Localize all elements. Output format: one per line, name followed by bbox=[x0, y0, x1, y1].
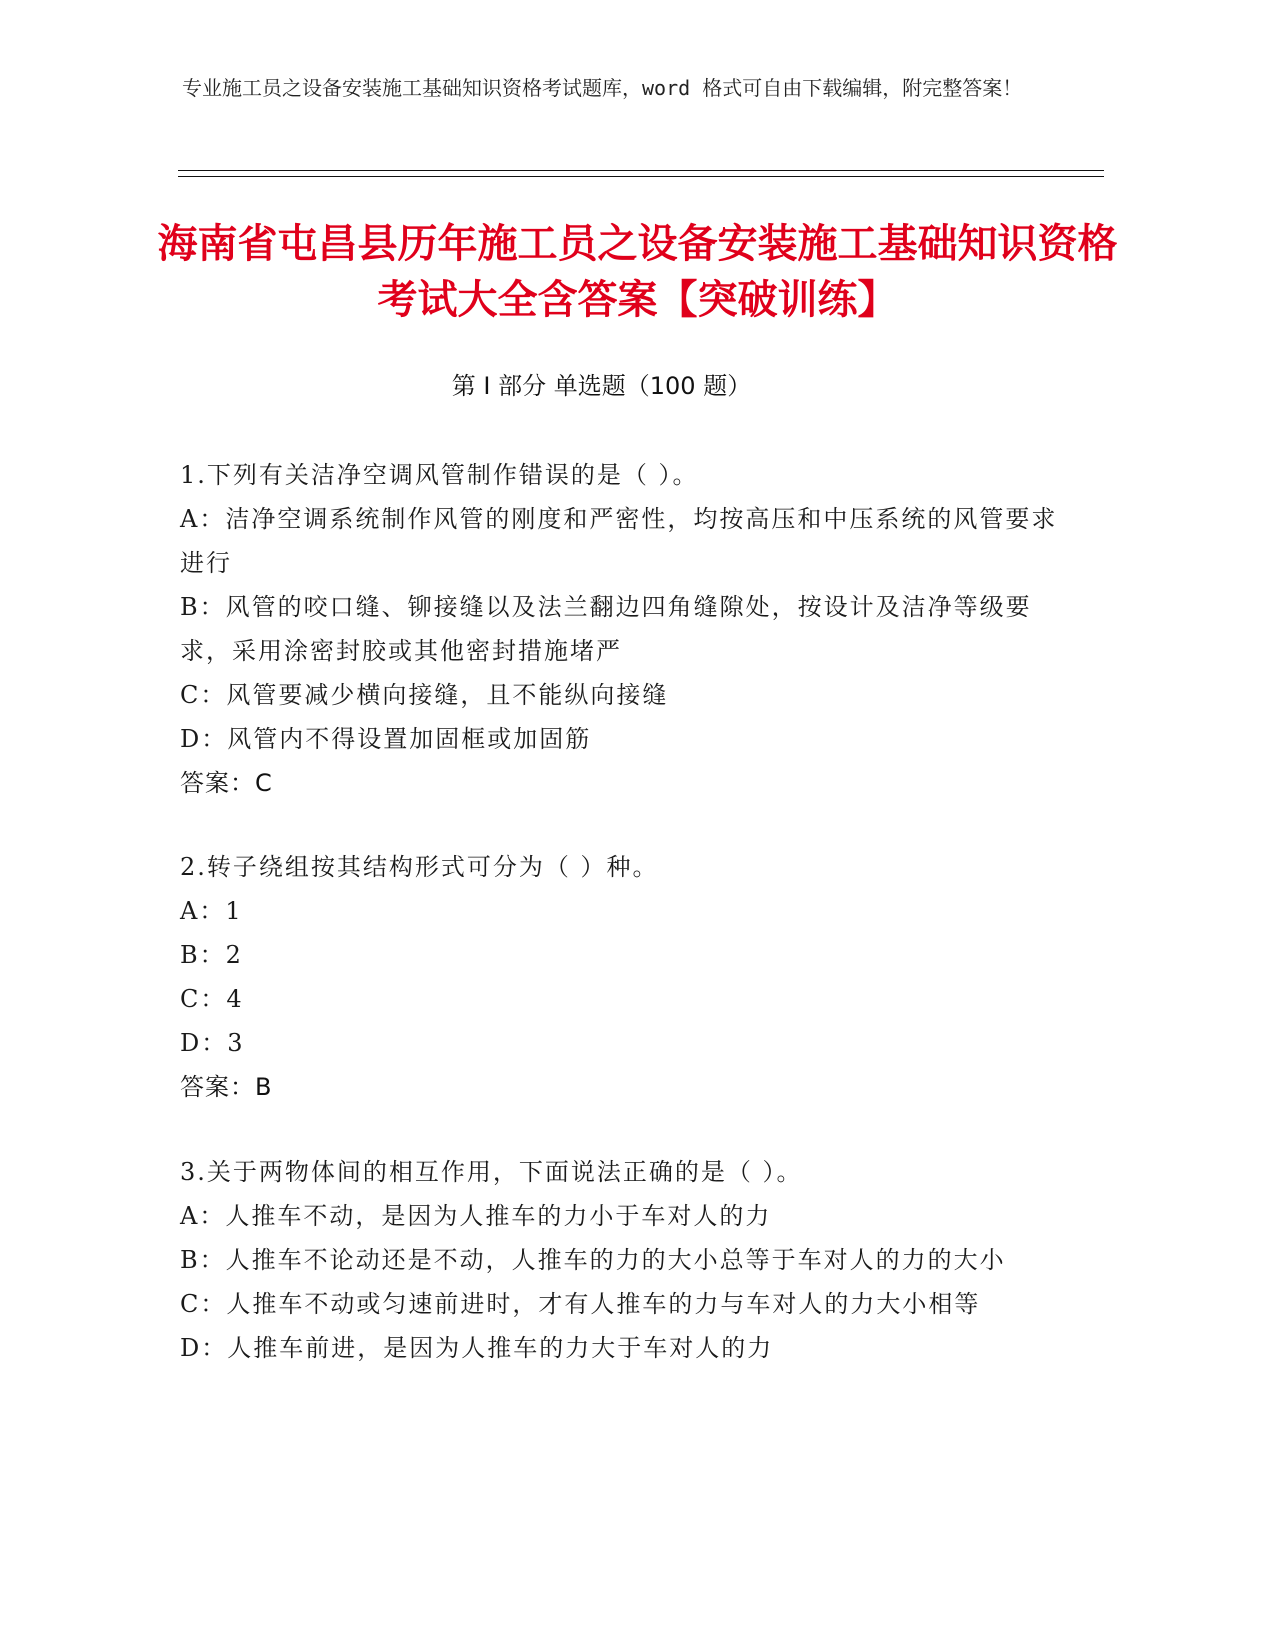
question-text: 2.转子绕组按其结构形式可分为（ ）种。 bbox=[180, 853, 659, 881]
document-title: 海南省屯昌县历年施工员之设备安装施工基础知识资格考试大全含答案【突破训练】 bbox=[157, 221, 1118, 323]
question-2 bbox=[180, 845, 1060, 1109]
answer-text: 答案：C bbox=[180, 769, 273, 797]
option-a: A：1 bbox=[180, 897, 243, 925]
option-b: B：风管的咬口缝、铆接缝以及法兰翻边四角缝隙处，按设计及洁净等级要求，采用涂密封胶或其他密封措施堵严 bbox=[180, 593, 1032, 665]
option-d: D：人推车前进，是因为人推车的力大于车对人的力 bbox=[180, 1334, 774, 1362]
option-c: C：风管要减少横向接缝，且不能纵向接缝 bbox=[180, 681, 669, 709]
option-d: D：风管内不得设置加固框或加固筋 bbox=[180, 725, 592, 753]
header-note: 专业施工员之设备安装施工基础知识资格考试题库，word 格式可自由下载编辑，附完整答案！ bbox=[182, 76, 1023, 100]
option-b: B：2 bbox=[180, 941, 243, 969]
option-d: D：3 bbox=[180, 1029, 245, 1057]
question-3 bbox=[180, 1150, 1060, 1370]
option-c: C：4 bbox=[180, 985, 244, 1013]
question-text: 3.关于两物体间的相互作用，下面说法正确的是（ ）。 bbox=[180, 1158, 803, 1186]
section-title: 第 I 部分 单选题（100 题） bbox=[451, 372, 752, 400]
header-divider-top bbox=[178, 170, 1104, 171]
header-divider-bottom bbox=[178, 176, 1104, 177]
question-text: 1.下列有关洁净空调风管制作错误的是（ ）。 bbox=[180, 461, 699, 489]
option-b: B：人推车不论动还是不动，人推车的力的大小总等于车对人的力的大小 bbox=[180, 1246, 1006, 1274]
answer-text: 答案：B bbox=[180, 1073, 273, 1101]
option-a: A：洁净空调系统制作风管的刚度和严密性，均按高压和中压系统的风管要求进行 bbox=[180, 505, 1058, 577]
option-c: C：人推车不动或匀速前进时，才有人推车的力与车对人的力大小相等 bbox=[180, 1290, 981, 1318]
option-a: A：人推车不动，是因为人推车的力小于车对人的力 bbox=[180, 1202, 772, 1230]
question-1 bbox=[180, 453, 1060, 805]
